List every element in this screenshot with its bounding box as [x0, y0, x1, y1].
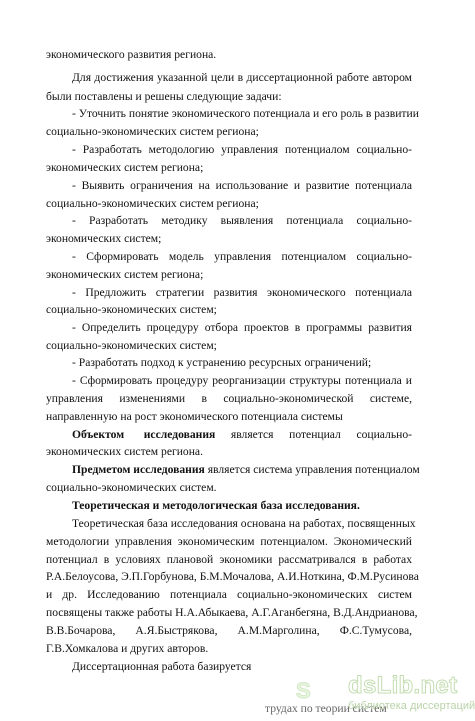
- text-line: Теоретическая база исследования основана на работах, посвященных: [72, 517, 416, 530]
- text-line: социально-экономических систем;: [46, 303, 217, 316]
- watermark-brand: dsLib.net: [348, 672, 458, 699]
- text-line: социально-экономических систем региона;: [46, 197, 259, 210]
- text-line: и др. Исследованию потенциала социально-экономических систем: [46, 588, 412, 601]
- text-line: экономических систем региона;: [46, 268, 204, 281]
- subject-line: [72, 463, 420, 477]
- cut-off-line-fragment: трудах по теории систем: [265, 702, 387, 715]
- text-line: - Предложить стратегии развития экономического потенциала: [72, 286, 412, 299]
- text-line: социально-экономических систем региона;: [46, 125, 259, 138]
- text-line: - Сформировать модель управления потенциалом социально-: [72, 250, 412, 263]
- text-line: - Выявить ограничения на использование и развитие потенциала: [72, 179, 412, 192]
- dslib-watermark: [296, 672, 475, 716]
- text-line: социально-экономических систем;: [46, 339, 217, 352]
- text-line: экономических систем;: [46, 232, 162, 245]
- text-line: - Разработать подход к устранению ресурсных ограничений;: [72, 356, 372, 369]
- section-heading: Теоретическая и методологическая база исследования.: [72, 499, 360, 512]
- watermark-tagline: библиотека диссертаций: [348, 700, 475, 712]
- text-line: - Разработать методологию управления потенциалом социально-: [72, 143, 412, 156]
- text-line: экономических систем региона.: [46, 445, 203, 458]
- text-line: социально-экономических систем.: [46, 481, 217, 494]
- text-line: В.В.Бочарова, А.Я.Быстрякова, А.М.Марголина, Ф.С.Тумусова,: [46, 624, 412, 637]
- text-line: - Разработать методику выявления потенциала социально-: [72, 214, 412, 227]
- text-line: методологии управления экономическим потенциалом. Экономический: [46, 535, 412, 548]
- text-line: экономических систем региона;: [46, 161, 204, 174]
- text-line: - Сформировать процедуру реорганизации структуры потенциала и: [72, 374, 412, 387]
- text-line: - Уточнить понятие экономического потенциала и его роль в развитии: [72, 107, 419, 120]
- object-line: [72, 428, 412, 442]
- text-line: потенциал в условиях плановой экономики рассматривался в работах: [46, 553, 412, 566]
- text-line: были поставлены и решены следующие задачи:: [46, 90, 282, 103]
- text-line: Р.А.Белоусова, Э.П.Горбунова, Б.М.Мочалова, А.И.Ноткина, Ф.М.Русинова: [46, 570, 419, 583]
- subject-term: Предметом исследования: [72, 463, 205, 476]
- text-line: направленную на рост экономического потенциала системы: [46, 410, 343, 423]
- text-line: - Определить процедуру отбора проектов в программы развития: [72, 321, 412, 334]
- subject-rest: является система управления потенциалом: [204, 463, 420, 476]
- dslib-logo-icon: S: [296, 678, 311, 703]
- object-rest: является потенциал социально-: [215, 428, 412, 441]
- object-term: Объектом исследования: [72, 428, 216, 441]
- text-line: посвящены также работы Н.А.Абыкаева, А.Г.Аганбегяна, В.Д.Андрианова,: [46, 606, 418, 619]
- text-line: управления изменениями в социально-экономической системе,: [46, 392, 412, 405]
- text-line: Диссертационная работа базируется: [72, 660, 252, 673]
- text-line: Для достижения указанной цели в диссертационной работе автором: [72, 71, 412, 84]
- text-line: Г.В.Хомкалова и других авторов.: [46, 642, 209, 655]
- text-line: экономического развития региона.: [46, 48, 217, 61]
